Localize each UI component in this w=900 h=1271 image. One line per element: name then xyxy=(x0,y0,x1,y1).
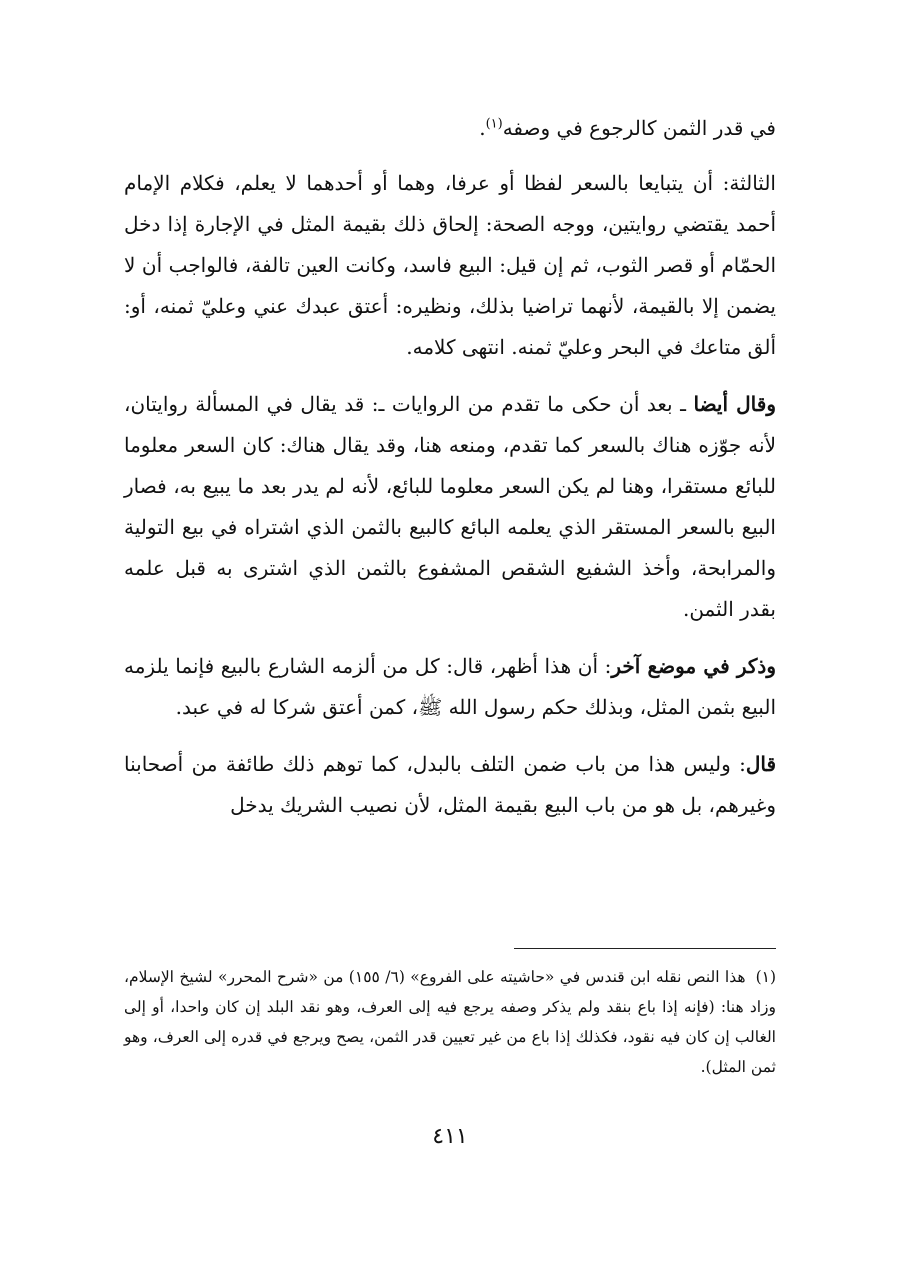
footnote-number: (١) xyxy=(755,968,777,986)
paragraph-continuation xyxy=(124,108,776,149)
paragraph-also-said xyxy=(124,384,776,630)
paragraph-text: : أن هذا أظهر، قال: كل من ألزمه الشارع بالبيع فإنما يلزمه البيع بثمن المثل، وبذلك حكم رسول الله ﷺ، كمن أعتق شركا له في عبد. xyxy=(124,654,776,719)
paragraph-end: . xyxy=(479,116,486,140)
paragraph-lead: قال xyxy=(745,752,776,776)
main-text xyxy=(124,108,776,842)
paragraph-another-place xyxy=(124,646,776,728)
paragraph-text: ـ بعد أن حكى ما تقدم من الروايات ـ: قد يقال في المسألة روايتان، لأنه جوّزه هناك بالسعر كما تقدم، ومنعه هنا، وقد يقال هناك: كان السعر معلوما للبائع مستقرا، وهنا لم يكن السعر معلوما للبائع، لأنه لم يدر بعد ما يبيع به، فصار البيع بالسعر المستقر الذي يعلمه البائع كالبيع بالثمن الذي اشتراه في بيع التولية والمرابحة، وأخذ الشفيع الشقص المشفوع بالثمن الذي اشترى به قبل علمه بقدر الثمن. xyxy=(124,392,776,621)
page-number: ٤١١ xyxy=(432,1124,468,1149)
paragraph-he-said xyxy=(124,744,776,826)
footnote-reference: (١) xyxy=(485,116,503,132)
paragraph-text: : وليس هذا من باب ضمن التلف بالبدل، كما توهم ذلك طائفة من أصحابنا وغيرهم، بل هو من باب البيع بقيمة المثل، لأن نصيب الشريك يدخل xyxy=(124,752,776,817)
footnote-separator xyxy=(514,948,776,949)
paragraph-third-case xyxy=(124,163,776,368)
footnote xyxy=(124,962,776,1082)
footnote-text: هذا النص نقله ابن قندس في «حاشيته على الفروع» (٦/ ١٥٥) من «شرح المحرر» لشيخ الإسلام، وزاد هنا: (فإنه إذا باع بنقد ولم يذكر وصفه يرجع فيه إلى العرف، وهو نقد البلد إن كان واحدا، أو إلى الغالب إن كان فيه نقود، فكذلك إذا باع من غير تعيين قدر الثمن، يصح ويرجع في قدره إلى العرف، وهو ثمن المثل). xyxy=(124,968,776,1076)
paragraph-lead: وقال أيضا xyxy=(693,392,776,416)
paragraph-lead: وذكر في موضع آخر xyxy=(611,654,776,678)
paragraph-text: الثالثة: أن يتبايعا بالسعر لفظا أو عرفا، وهما أو أحدهما لا يعلم، فكلام الإمام أحمد يقتضي روايتين، ووجه الصحة: إلحاق ذلك بقيمة المثل في الإجارة إذا دخل الحمّام أو قصر الثوب، ثم إن قيل: البيع فاسد، وكانت العين تالفة، فالواجب أن لا يضمن إلا بالقيمة، لأنهما تراضيا بذلك، ونظيره: أعتق عبدك عني وعليّ ثمنه، أو: ألق متاعك في البحر وعليّ ثمنه. انتهى كلامه. xyxy=(124,171,777,359)
paragraph-text: في قدر الثمن كالرجوع في وصفه xyxy=(502,116,776,140)
